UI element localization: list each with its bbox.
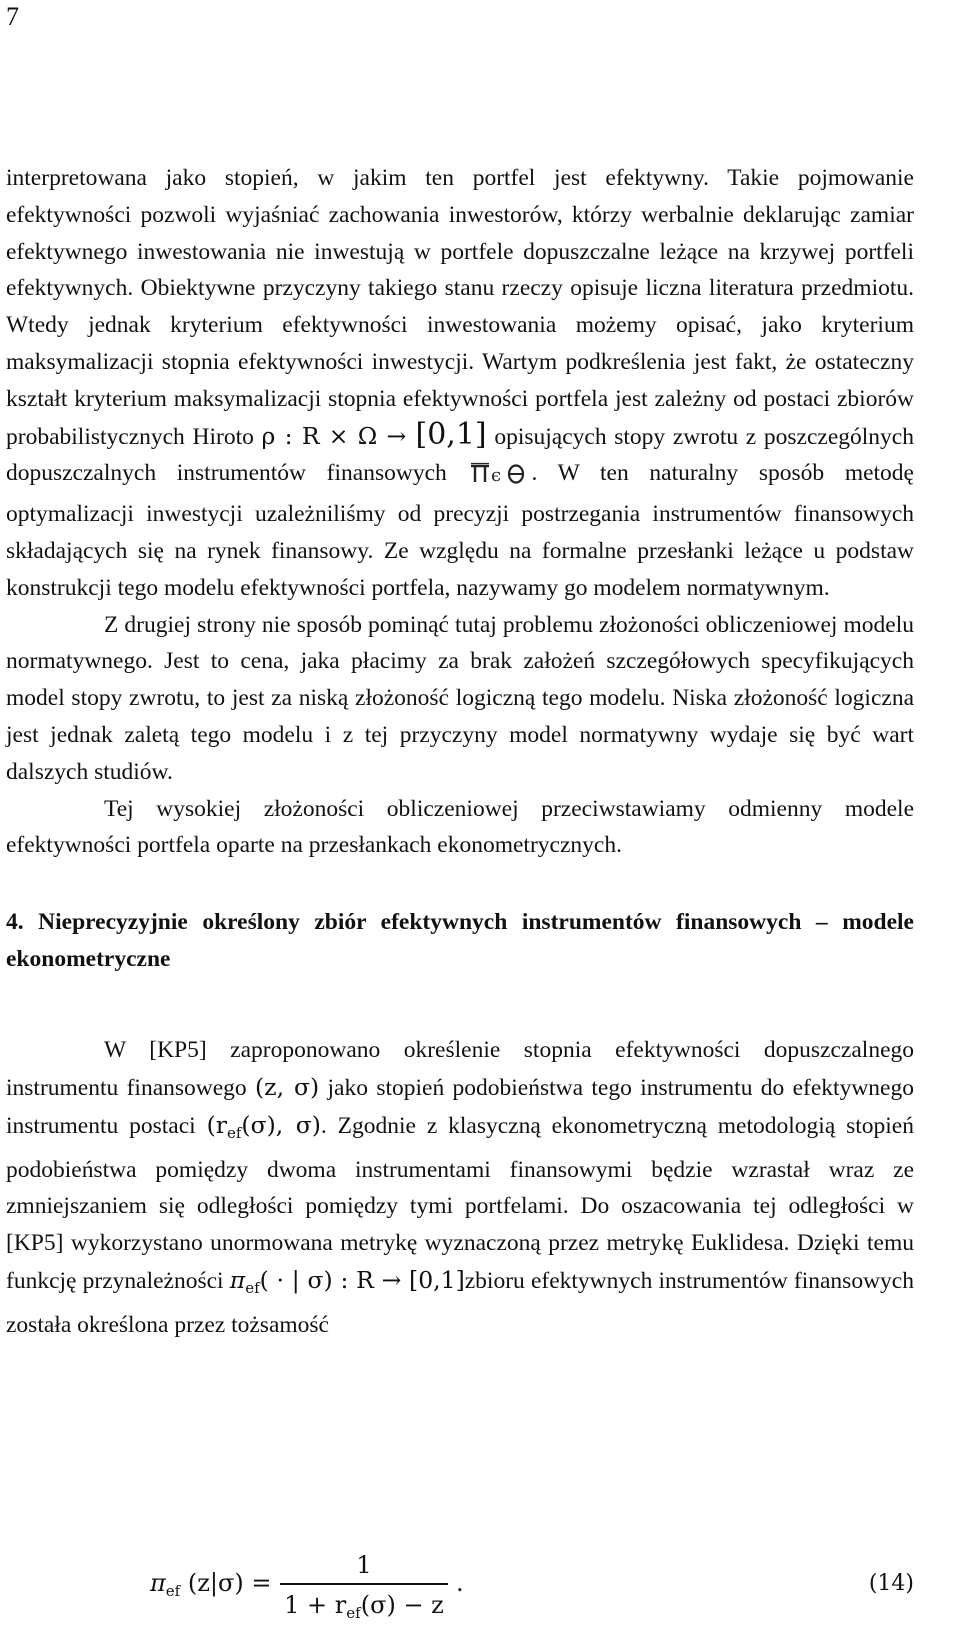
equation-14 [150,1549,920,1633]
efficient-instrument-subscript: ef [226,1123,242,1142]
fraction-numerator: 1 [356,1551,372,1579]
equation-lhs [150,1569,271,1600]
fraction-bar [280,1583,448,1585]
membership-subscript: ef [245,1278,260,1297]
denominator-part-b: (σ) − z [360,1591,444,1619]
efficient-instrument-part-a: (r [206,1110,227,1139]
efficient-instrument-part-b: (σ), σ) [241,1110,321,1139]
paragraph-1 [6,160,914,607]
p4-text-2: jako stopień podobieństwa tego instrumentu do efektywnego instrumentu postaci [6,1074,914,1139]
equation-number: (14) [868,1571,914,1596]
p4-text-1: W [KP5] zaproponowano określenie stopnia efektywności dopuszczalnego instrumentu finansowego [6,1037,914,1101]
p4-text-3: . Zgodnie z klasyczną ekonometryczną metodologią stopień podobieństwa pomiędzy dwoma instrumentami finansowymi będzie wzrastał wraz ze zmniejszaniem się odległości pomiędzy tymi portfelami. Do oszacowania tej odległości w [KP5] wykorzystano unormowana metrykę wyznaczoną przez metrykę Euklidesa. Dzięki temu funkcję przynależności [6,1112,914,1294]
page-number: 7 [6,2,19,31]
lhs-subscript: ef [165,1582,181,1600]
main-text [6,160,914,1344]
membership-domain: ( · | σ) : R → [0,1] [259,1265,465,1294]
instrument-pair: (z, σ) [255,1072,320,1101]
denominator-part-a: 1 + r [284,1591,347,1619]
equation-period: . [456,1569,464,1597]
svg-text:є: є [491,465,502,485]
lhs-rest: (z|σ) = [187,1569,272,1597]
p1-text-1: interpretowana jako stopień, w jakim ten portfel jest efektywny. Takie pojmowanie efektywności pozwoli wyjaśniać zachowania inwestorów, którzy werbalnie deklarując zamiar efektywnego inwestowania nie inwestują w portfele dopuszczalne leżące na krzywej portfeli efektywnych. Obiektywne przyczyny takiego stanu rzeczy opisuje liczna literatura przedmiotu. Wtedy jednak kryterium efektywności inwestowania możemy opisać, jako kryterium maksymalizacji stopnia efektywności inwestycji. Wartym podkreślenia jest fakt, że ostateczny kształt kryterium maksymalizacji stopnia efektywności portfela jest zależny od postaci zbiorów probabilistycznych Hiroto [6,165,914,450]
efficient-instrument-formula [206,1110,321,1142]
paragraph-2: Z drugiej strony nie sposób pominąć tutaj problemu złożoności obliczeniowej modelu normatywnego. Jest to cena, jaka płacimy za brak założeń szczegółowych specyfikujących model stopy zwrotu, to jest za niską złożoność logiczną tego modelu. Niska złożoność logiczna jest jednak zaletą tego modelu i z tej przyczyny model normatywny wydaje się być wart dalszych studiów. [6,611,914,785]
paragraph-4 [6,1032,914,1343]
p1-text-3: . W ten naturalny sposób metodę optymalizacji inwestycji uzależniliśmy od precyzji postrzegania instrumentów finansowych składających się na rynek finansowy. Ze względu na formalne przesłanki leżące u podstaw konstrukcji tego modelu efektywności portfela, nazywamy go modelem normatywnym. [6,460,914,601]
fraction-denominator [280,1589,448,1621]
paragraph-3: Tej wysokiej złożoności obliczeniowej przeciwstawiamy odmienny modele efektywności portfela oparte na przesłankach ekonometrycznych. [6,795,914,859]
p1-text-2: opisujących stopy zwrotu z poszczególnych dopuszczalnych instrumentów finansowych [6,423,914,487]
lhs-pi: π [150,1569,166,1597]
unit-interval: [0,1] [415,416,487,452]
p4-text-4: zbioru efektywnych instrumentów finansowych została określona przez tożsamość [6,1267,914,1338]
equation-fraction [280,1549,448,1621]
membership-function-formula [229,1265,465,1297]
denominator-subscript: ef [346,1604,361,1622]
section-heading: 4. Nieprecyzyjnie określony zbiór efektywnych instrumentów finansowych – modele ekonometryczne [6,909,914,973]
membership-pi: π [229,1265,246,1294]
pi-epsilon-theta-icon [469,459,529,496]
hiroto-mapping-formula [261,416,487,452]
hiroto-mapping-part: ρ : R × Ω → [261,421,416,450]
